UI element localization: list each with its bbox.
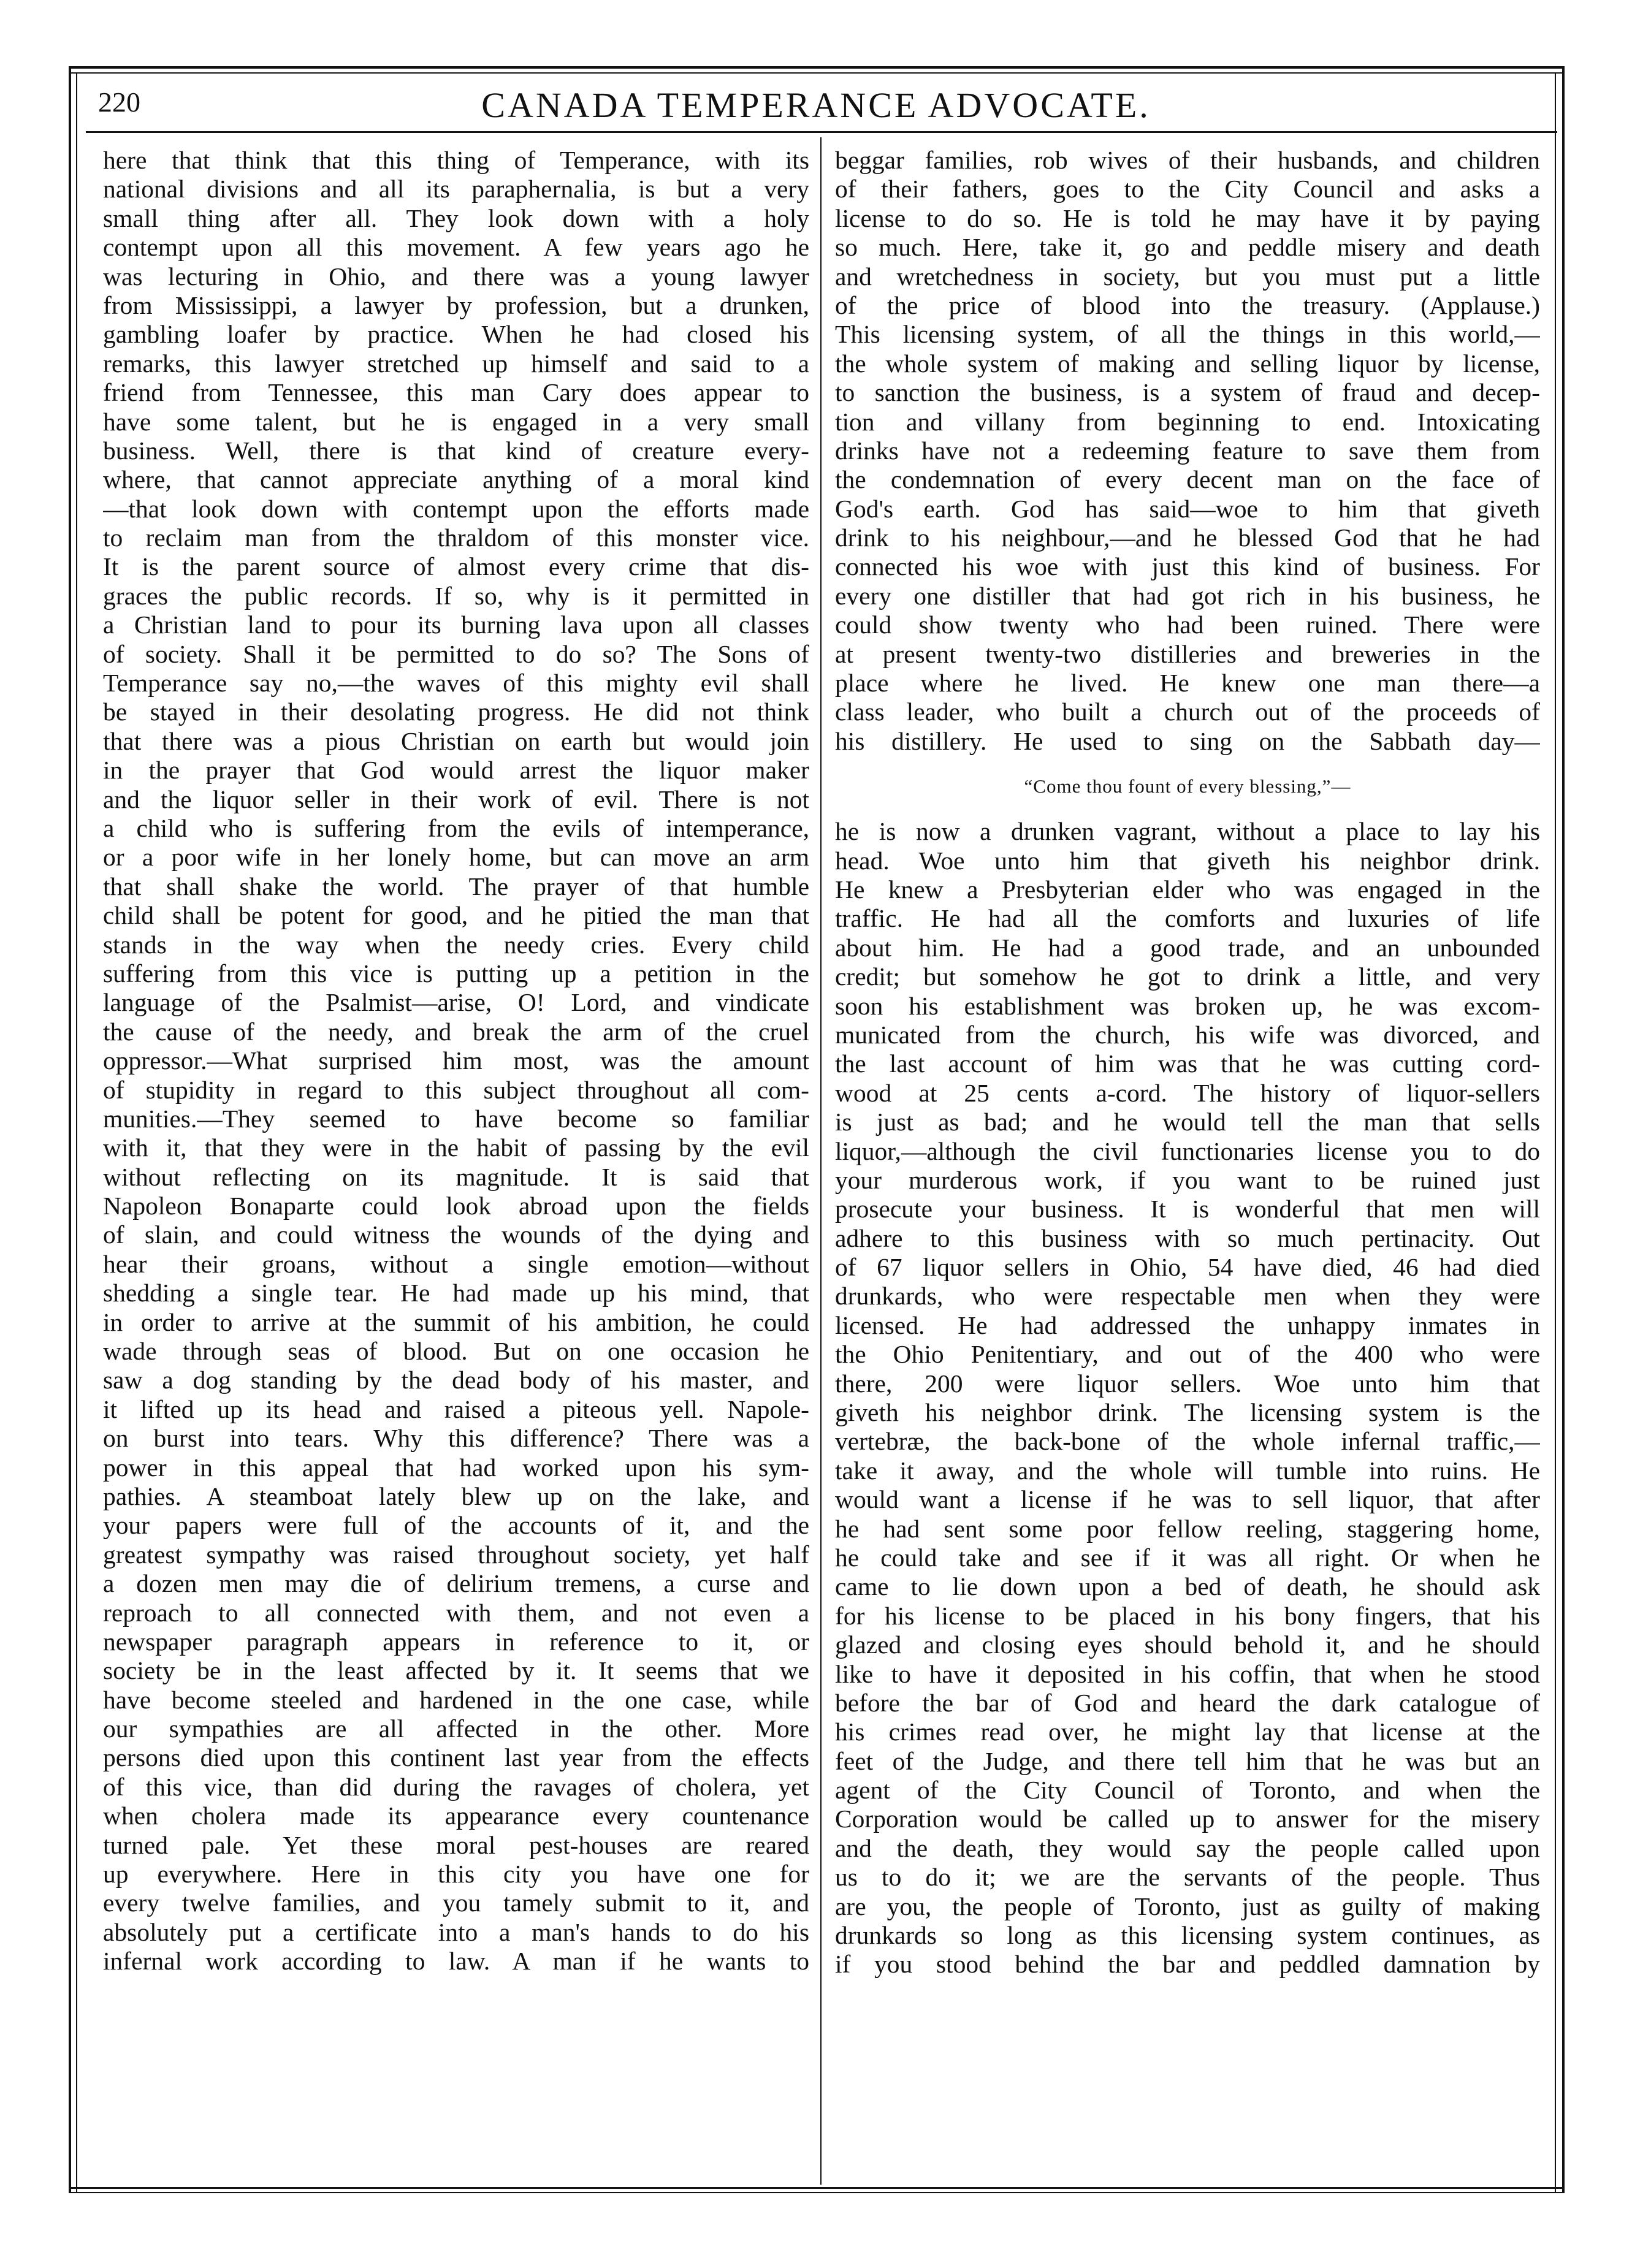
text-line: This licensing system, of all the things in this world,— bbox=[835, 320, 1540, 349]
text-line: and the death, they would say the people called upon bbox=[835, 1833, 1540, 1862]
text-line: have become steeled and hardened in the one case, while bbox=[103, 1685, 809, 1714]
text-line: he is now a drunken vagrant, without a place to lay his bbox=[835, 817, 1540, 846]
top-border-rule bbox=[69, 66, 1565, 69]
text-line: where, that cannot appreciate anything of a moral kind bbox=[103, 465, 809, 494]
text-line: soon his establishment was broken up, he was excom- bbox=[835, 991, 1540, 1020]
text-line: head. Woe unto him that giveth his neighbor drink. bbox=[835, 846, 1540, 875]
text-line: beggar families, rob wives of their husbands, and children bbox=[835, 146, 1540, 174]
text-line: small thing after all. They look down with a holy bbox=[103, 204, 809, 232]
text-line: a Christian land to pour its burning lava upon all classes bbox=[103, 611, 809, 639]
text-line: Napoleon Bonaparte could look abroad upon the fields bbox=[103, 1192, 809, 1220]
text-line: —that look down with contempt upon the efforts made bbox=[103, 494, 809, 523]
text-line: the Ohio Penitentiary, and out of the 400 who were bbox=[835, 1340, 1540, 1369]
text-line: and wretchedness in society, but you must put a little bbox=[835, 262, 1540, 291]
text-line: giveth his neighbor drink. The licensing system is the bbox=[835, 1398, 1540, 1427]
text-line: of the price of blood into the treasury. (Applause.) bbox=[835, 291, 1540, 319]
text-line: It is the parent source of almost every crime that dis- bbox=[103, 552, 809, 581]
masthead-title: CANADA TEMPERANCE ADVOCATE. bbox=[481, 85, 1151, 125]
text-line: saw a dog standing by the dead body of his master, and bbox=[103, 1366, 809, 1395]
text-line: when cholera made its appearance every countenance bbox=[103, 1802, 809, 1830]
right-border-line bbox=[1562, 66, 1565, 2193]
text-line: there, 200 were liquor sellers. Woe unto him that bbox=[835, 1369, 1540, 1398]
text-line: connected his woe with just this kind of business. For bbox=[835, 552, 1540, 581]
text-line: greatest sympathy was raised throughout society, yet half bbox=[103, 1540, 809, 1569]
text-line: us to do it; we are the servants of the people. Thus bbox=[835, 1863, 1540, 1892]
hymn-quote: “Come thou fount of every blessing,”— bbox=[1024, 775, 1351, 797]
top-border-rule-inner bbox=[69, 72, 1565, 74]
right-column-text-before-quote bbox=[835, 146, 1540, 756]
text-line: suffering from this vice is putting up a petition in the bbox=[103, 959, 809, 987]
text-line: with it, that they were in the habit of passing by the evil bbox=[103, 1133, 809, 1162]
text-line: be stayed in their desolating progress. He did not think bbox=[103, 698, 809, 726]
text-line: national divisions and all its paraphernalia, is but a very bbox=[103, 175, 809, 204]
text-line: remarks, this lawyer stretched up himself and said to a bbox=[103, 349, 809, 378]
text-line: agent of the City Council of Toronto, and when the bbox=[835, 1776, 1540, 1805]
text-line: God's earth. God has said—woe to him that giveth bbox=[835, 494, 1540, 523]
text-line: are you, the people of Toronto, just as guilty of making bbox=[835, 1892, 1540, 1920]
text-line: pathies. A steamboat lately blew up on the lake, and bbox=[103, 1482, 809, 1510]
text-line: glazed and closing eyes should behold it, and he should bbox=[835, 1631, 1540, 1659]
text-line: Temperance say no,—the waves of this mighty evil shall bbox=[103, 669, 809, 698]
text-line: like to have it deposited in his coffin, that when he stood bbox=[835, 1659, 1540, 1688]
text-line: adhere to this business with so much pertinacity. Out bbox=[835, 1223, 1540, 1252]
text-line: of 67 liquor sellers in Ohio, 54 have died, 46 had died bbox=[835, 1253, 1540, 1282]
text-line: munities.—They seemed to have become so familiar bbox=[103, 1104, 809, 1133]
right-column-text-after-quote bbox=[835, 817, 1540, 1979]
text-line: hear their groans, without a single emotion—without bbox=[103, 1249, 809, 1278]
text-line: shedding a single tear. He had made up his mind, that bbox=[103, 1279, 809, 1307]
text-line: the last account of him was that he was cutting cord- bbox=[835, 1049, 1540, 1078]
text-line: He knew a Presbyterian elder who was engaged in the bbox=[835, 875, 1540, 904]
text-line: came to lie down upon a bed of death, he should ask bbox=[835, 1572, 1540, 1601]
text-line: have some talent, but he is engaged in a very small bbox=[103, 407, 809, 436]
text-line: of society. Shall it be permitted to do so? The Sons of bbox=[103, 639, 809, 668]
text-line: of slain, and could witness the wounds of the dying and bbox=[103, 1220, 809, 1249]
text-line: in the prayer that God would arrest the liquor maker bbox=[103, 756, 809, 785]
text-line: about him. He had a good trade, and an unbounded bbox=[835, 933, 1540, 962]
text-line: class leader, who built a church out of the proceeds of bbox=[835, 698, 1540, 726]
bottom-border-rule-inner bbox=[69, 2192, 1565, 2193]
text-line: persons died upon this continent last year from the effects bbox=[103, 1743, 809, 1772]
text-line: language of the Psalmist—arise, O! Lord, and vindicate bbox=[103, 988, 809, 1017]
text-line: without reflecting on its magnitude. It is said that bbox=[103, 1162, 809, 1191]
text-line: take it away, and the whole will tumble into ruins. He bbox=[835, 1456, 1540, 1485]
text-line: is just as bad; and he would tell the man that sells bbox=[835, 1108, 1540, 1136]
text-line: his distillery. He used to sing on the Sabbath day— bbox=[835, 726, 1540, 755]
text-line: turned pale. Yet these moral pest-houses are reared bbox=[103, 1830, 809, 1859]
text-line: stands in the way when the needy cries. Every child bbox=[103, 930, 809, 959]
text-line: wood at 25 cents a-cord. The history of liquor-sellers bbox=[835, 1078, 1540, 1107]
text-line: absolutely put a certificate into a man's hands to do his bbox=[103, 1917, 809, 1946]
left-border-line bbox=[69, 66, 71, 2193]
text-line: if you stood behind the bar and peddled damnation by bbox=[835, 1950, 1540, 1979]
text-line: before the bar of God and heard the dark catalogue of bbox=[835, 1688, 1540, 1717]
text-line: credit; but somehow he got to drink a little, and very bbox=[835, 962, 1540, 991]
text-line: to reclaim man from the thraldom of this monster vice. bbox=[103, 523, 809, 552]
text-line: to sanction the business, is a system of fraud and decep- bbox=[835, 378, 1540, 407]
left-column bbox=[103, 146, 809, 1976]
text-line: could show twenty who had been ruined. There were bbox=[835, 611, 1540, 639]
text-line: place where he lived. He knew one man there—a bbox=[835, 669, 1540, 698]
text-line: or a poor wife in her lonely home, but can move an arm bbox=[103, 843, 809, 872]
text-line: that shall shake the world. The prayer of that humble bbox=[103, 872, 809, 900]
text-line: liquor,—although the civil functionaries license you to do bbox=[835, 1136, 1540, 1165]
text-line: he could take and see if it was all right. Or when he bbox=[835, 1543, 1540, 1572]
text-line: wade through seas of blood. But on one occasion he bbox=[103, 1337, 809, 1366]
text-line: child shall be potent for good, and he pitied the man that bbox=[103, 901, 809, 930]
text-line: tion and villany from beginning to end. Intoxicating bbox=[835, 407, 1540, 436]
text-line: society be in the least affected by it. It seems that we bbox=[103, 1656, 809, 1685]
page-number: 220 bbox=[98, 86, 140, 118]
text-line: up everywhere. Here in this city you have one for bbox=[103, 1860, 809, 1889]
text-line: from Mississippi, a lawyer by profession, but a drunken, bbox=[103, 291, 809, 319]
text-line: of their fathers, goes to the City Council and asks a bbox=[835, 175, 1540, 204]
text-line: every twelve families, and you tamely submit to it, and bbox=[103, 1889, 809, 1917]
text-line: oppressor.—What surprised him most, was the amount bbox=[103, 1046, 809, 1075]
text-line: was lecturing in Ohio, and there was a young lawyer bbox=[103, 262, 809, 291]
text-line: feet of the Judge, and there tell him that he was but an bbox=[835, 1746, 1540, 1775]
text-line: so much. Here, take it, go and peddle misery and death bbox=[835, 233, 1540, 262]
text-line: licensed. He had addressed the unhappy inmates in bbox=[835, 1311, 1540, 1339]
text-line: power in this appeal that had worked upon his sym- bbox=[103, 1453, 809, 1482]
text-line: the whole system of making and selling liquor by license, bbox=[835, 349, 1540, 378]
text-line: here that think that this thing of Temperance, with its bbox=[103, 146, 809, 174]
column-divider bbox=[820, 137, 822, 2185]
left-border-line-inner bbox=[76, 74, 77, 2192]
text-line: every one distiller that had got rich in his business, he bbox=[835, 581, 1540, 610]
text-line: his crimes read over, he might lay that license at the bbox=[835, 1718, 1540, 1746]
text-line: Corporation would be called up to answer for the misery bbox=[835, 1805, 1540, 1833]
text-line: the cause of the needy, and break the arm of the cruel bbox=[103, 1017, 809, 1046]
text-line: your papers were full of the accounts of it, and the bbox=[103, 1511, 809, 1540]
text-line: friend from Tennessee, this man Cary does appear to bbox=[103, 378, 809, 407]
text-line: vertebræ, the back-bone of the whole infernal traffic,— bbox=[835, 1427, 1540, 1456]
text-line: license to do so. He is told he may have it by paying bbox=[835, 204, 1540, 232]
text-line: and the liquor seller in their work of evil. There is not bbox=[103, 785, 809, 813]
right-column bbox=[835, 146, 1540, 1979]
text-line: drunkards so long as this licensing system continues, as bbox=[835, 1921, 1540, 1950]
text-line: reproach to all connected with them, and not even a bbox=[103, 1598, 809, 1627]
text-line: of this vice, than did during the ravages of cholera, yet bbox=[103, 1772, 809, 1801]
text-line: prosecute your business. It is wonderful that men will bbox=[835, 1195, 1540, 1223]
text-line: infernal work according to law. A man if he wants to bbox=[103, 1947, 809, 1976]
text-line: traffic. He had all the comforts and luxuries of life bbox=[835, 904, 1540, 933]
text-line: would want a license if he was to sell liquor, that after bbox=[835, 1485, 1540, 1514]
text-line: that there was a pious Christian on earth but would join bbox=[103, 726, 809, 755]
text-line: of stupidity in regard to this subject throughout all com- bbox=[103, 1075, 809, 1104]
text-line: the condemnation of every decent man on the face of bbox=[835, 465, 1540, 494]
text-line: at present twenty-two distilleries and breweries in the bbox=[835, 639, 1540, 668]
text-line: business. Well, there is that kind of creature every- bbox=[103, 436, 809, 465]
text-line: a dozen men may die of delirium tremens, a curse and bbox=[103, 1569, 809, 1598]
text-line: drinks have not a redeeming feature to save them from bbox=[835, 436, 1540, 465]
text-line: it lifted up its head and raised a piteous yell. Napole- bbox=[103, 1395, 809, 1423]
text-line: your murderous work, if you want to be ruined just bbox=[835, 1165, 1540, 1194]
text-line: gambling loafer by practice. When he had closed his bbox=[103, 320, 809, 349]
text-line: newspaper paragraph appears in reference to it, or bbox=[103, 1627, 809, 1656]
text-line: graces the public records. If so, why is it permitted in bbox=[103, 581, 809, 610]
bottom-border-rule bbox=[69, 2187, 1565, 2189]
text-line: drunkards, who were respectable men when they were bbox=[835, 1282, 1540, 1311]
text-line: drink to his neighbour,—and he blessed God that he had bbox=[835, 523, 1540, 552]
text-line: on burst into tears. Why this difference? There was a bbox=[103, 1424, 809, 1453]
text-line: a child who is suffering from the evils of intemperance, bbox=[103, 813, 809, 842]
text-line: in order to arrive at the summit of his ambition, he could bbox=[103, 1307, 809, 1336]
header-underline-rule bbox=[86, 131, 1557, 133]
text-line: he had sent some poor fellow reeling, staggering home, bbox=[835, 1514, 1540, 1543]
text-line: municated from the church, his wife was divorced, and bbox=[835, 1020, 1540, 1049]
text-line: our sympathies are all affected in the other. More bbox=[103, 1714, 809, 1743]
text-line: contempt upon all this movement. A few years ago he bbox=[103, 233, 809, 262]
right-border-line-inner bbox=[1555, 74, 1556, 2192]
text-line: for his license to be placed in his bony fingers, that his bbox=[835, 1601, 1540, 1630]
